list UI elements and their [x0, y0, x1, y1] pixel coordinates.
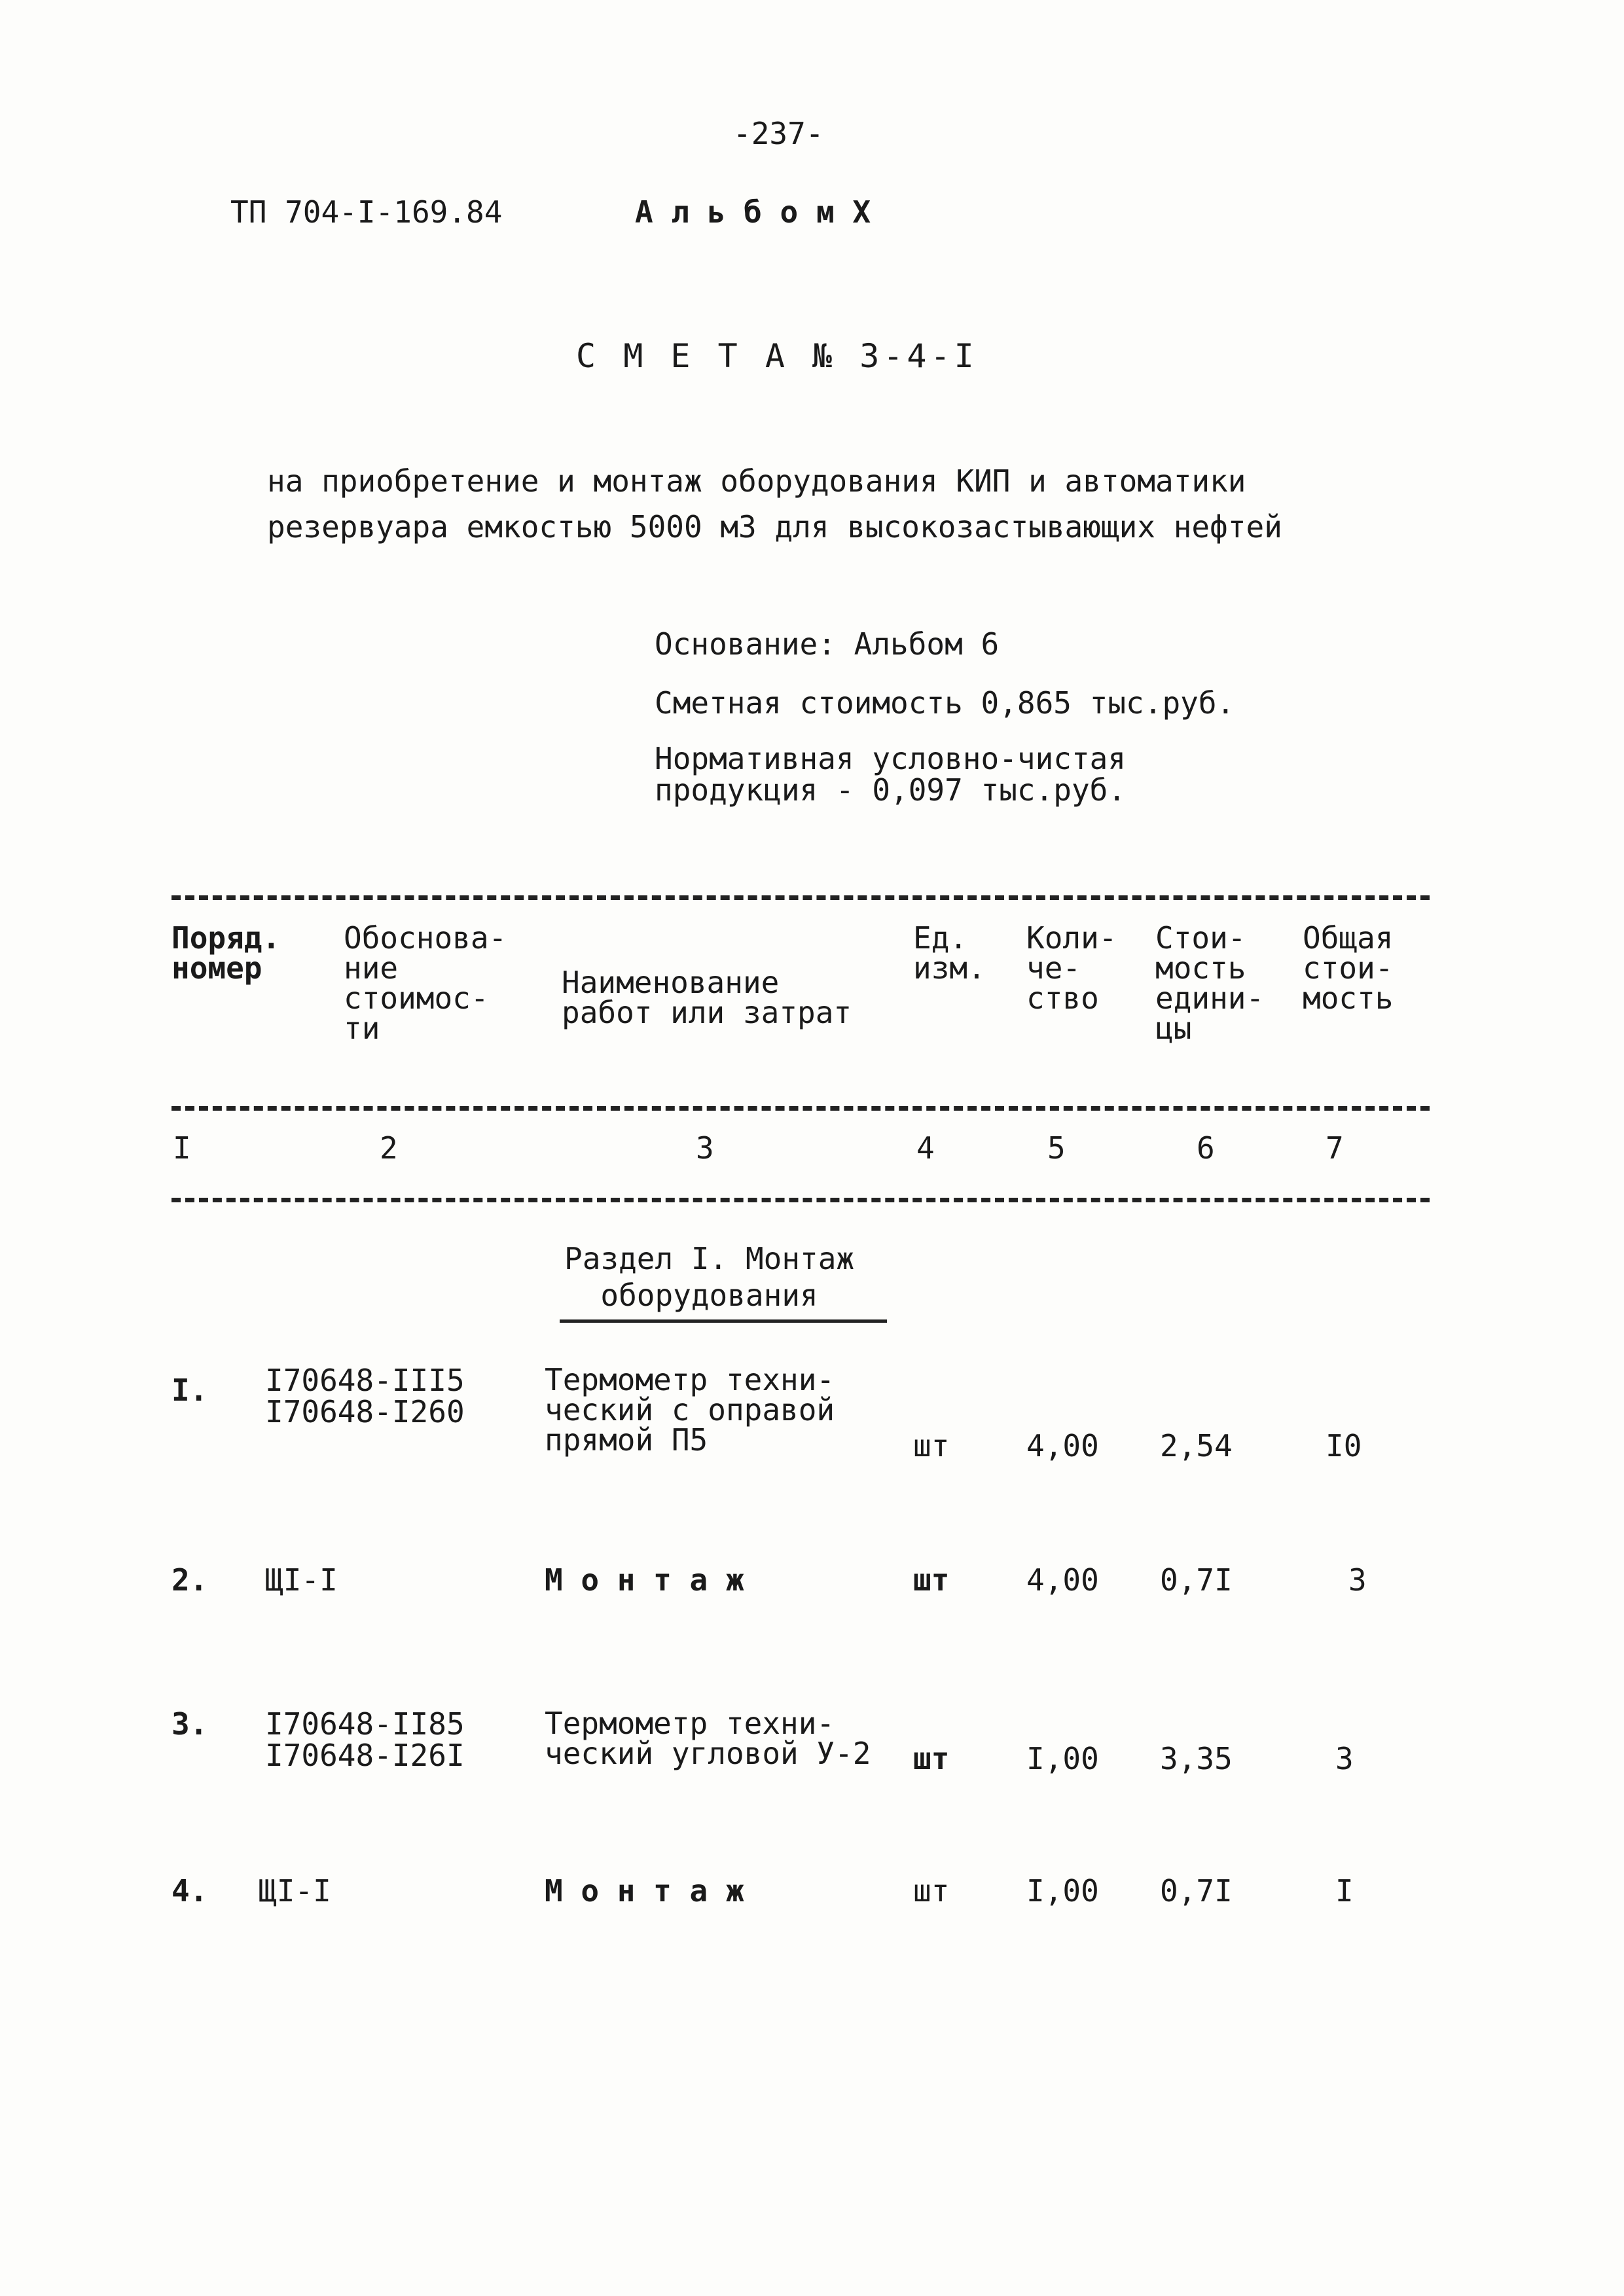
row-total-cost: 3 — [1335, 1741, 1354, 1776]
row-work-name: Термометр техни- ческий с оправой прямой П5 — [545, 1362, 835, 1458]
row-unit-cost: 3,35 — [1160, 1741, 1233, 1776]
row-cost-basis: I70648-III5 I70648-I260 — [265, 1363, 465, 1429]
album-label: А л ь б о м X — [635, 194, 871, 230]
column-numbers-bottom-rule — [171, 1198, 1430, 1202]
header-work-name: Наименование работ или затрат — [562, 965, 852, 1030]
row-cost-basis: ЩI-I — [265, 1562, 338, 1598]
row-work-name: М о н т а ж — [545, 1562, 744, 1598]
header-cost-basis: Обоснова- ние стоимос- ти — [344, 920, 507, 1046]
section-title: Раздел I. Монтаж оборудования — [564, 1241, 855, 1313]
normative-product: Нормативная условно-чистая продукция - 0,097 тыс.руб. — [655, 741, 1127, 808]
row-cost-basis: ЩI-I — [259, 1873, 331, 1909]
row-number: 2. — [171, 1562, 208, 1598]
row-quantity: I,00 — [1026, 1873, 1099, 1909]
section-title-underline — [560, 1319, 887, 1323]
row-unit-cost: 0,7I — [1160, 1873, 1233, 1909]
column-number-5: 5 — [1047, 1130, 1066, 1166]
table-top-rule — [171, 895, 1430, 900]
header-unit-cost: Стои- мость едини- цы — [1155, 920, 1265, 1046]
header-order-number: Поряд. номер — [171, 920, 281, 986]
header-unit: Ед. изм. — [913, 920, 986, 986]
row-number: 3. — [171, 1706, 208, 1742]
column-number-6: 6 — [1197, 1130, 1215, 1166]
column-number-4: 4 — [916, 1130, 935, 1166]
row-number: I. — [171, 1372, 208, 1408]
row-number: 4. — [171, 1873, 208, 1909]
row-work-name: М о н т а ж — [545, 1873, 744, 1909]
header-quantity: Коли- че- ство — [1026, 920, 1117, 1016]
row-quantity: 4,00 — [1026, 1562, 1099, 1598]
row-unit-cost: 2,54 — [1160, 1428, 1233, 1463]
row-total-cost: I0 — [1326, 1428, 1362, 1463]
row-unit: шт — [913, 1562, 950, 1598]
row-quantity: 4,00 — [1026, 1428, 1099, 1463]
row-cost-basis: I70648-II85 I70648-I26I — [265, 1706, 465, 1773]
column-number-3: 3 — [696, 1130, 714, 1166]
row-unit: шт — [913, 1741, 950, 1776]
estimated-cost: Сметная стоимость 0,865 тыс.руб. — [655, 685, 1235, 721]
document-subtitle: на приобретение и монтаж оборудования КИП и автоматики резервуара емкостью 5000 м3 для высокозастывающих нефтей — [267, 463, 1282, 545]
basis-line: Основание: Альбом 6 — [655, 626, 1000, 662]
column-number-2: 2 — [380, 1130, 398, 1166]
row-work-name: Термометр техни- ческий угловой У-2 — [545, 1706, 871, 1771]
row-quantity: I,00 — [1026, 1741, 1099, 1776]
header-total-cost: Общая стои- мость — [1303, 920, 1394, 1016]
row-unit: шт — [913, 1428, 950, 1463]
row-total-cost: I — [1335, 1873, 1354, 1909]
document-title: С М Е Т А № 3-4-I — [576, 337, 978, 375]
row-unit: шт — [913, 1873, 950, 1909]
header-bottom-rule — [171, 1106, 1430, 1111]
column-number-7: 7 — [1326, 1130, 1344, 1166]
row-total-cost: 3 — [1348, 1562, 1367, 1598]
column-number-1: I — [173, 1130, 191, 1166]
document-code: ТП 704-I-169.84 — [230, 194, 503, 230]
page-number: -237- — [733, 116, 824, 151]
row-unit-cost: 0,7I — [1160, 1562, 1233, 1598]
